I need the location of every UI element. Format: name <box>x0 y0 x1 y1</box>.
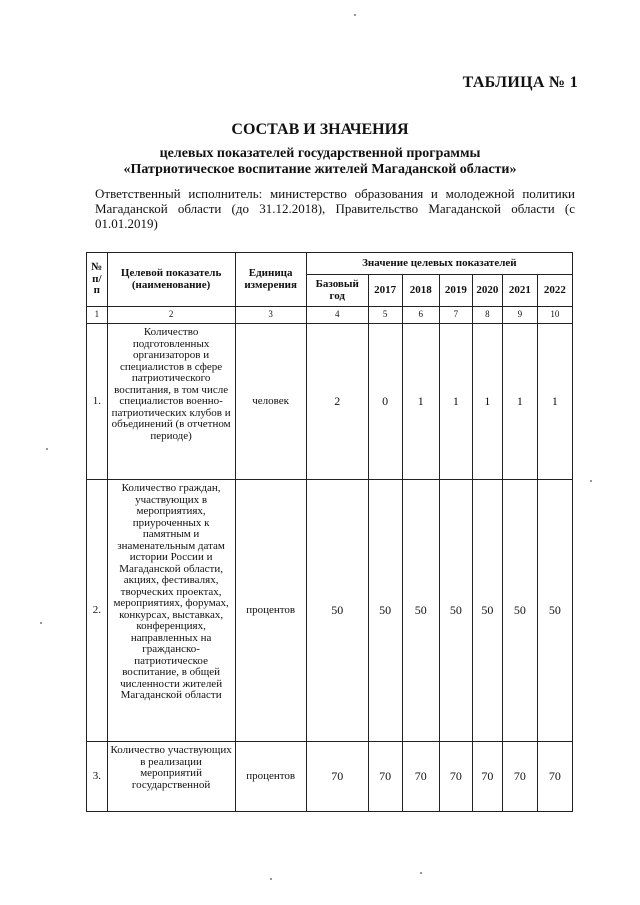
row-unit: человек <box>235 324 306 480</box>
row-value-base: 50 <box>306 480 368 742</box>
indicators-table <box>86 252 573 812</box>
column-number: 1 <box>87 307 108 324</box>
row-number: 2. <box>87 480 108 742</box>
row-number: 1. <box>87 324 108 480</box>
row-value: 1 <box>502 324 537 480</box>
subtitle-line-2: «Патриотическое воспитание жителей Магаданской области» <box>123 162 517 177</box>
table-row <box>87 742 573 812</box>
row-value: 50 <box>402 480 439 742</box>
scan-speck <box>270 878 272 880</box>
header-year: 2017 <box>368 275 402 307</box>
row-value: 1 <box>472 324 502 480</box>
row-value: 70 <box>439 742 472 812</box>
row-value: 50 <box>472 480 502 742</box>
scan-speck <box>354 14 356 16</box>
column-number: 4 <box>306 307 368 324</box>
row-value: 1 <box>439 324 472 480</box>
scan-speck <box>40 622 42 624</box>
header-year: 2018 <box>402 275 439 307</box>
row-value: 70 <box>402 742 439 812</box>
row-unit: процентов <box>235 742 306 812</box>
header-unit: Единица измерения <box>235 253 306 307</box>
row-value: 70 <box>368 742 402 812</box>
table-number-label: ТАБЛИЦА № 1 <box>462 74 578 91</box>
row-value: 1 <box>537 324 572 480</box>
column-number: 3 <box>235 307 306 324</box>
header-year: 2022 <box>537 275 572 307</box>
row-indicator: Количество подготовленных организаторов и специалистов в сфере патриотического воспитания, в том числе специалистов военно-патриотических клубов и объединений (в отчетном периоде) <box>107 324 235 480</box>
row-unit: процентов <box>235 480 306 742</box>
column-number: 8 <box>472 307 502 324</box>
scan-speck <box>46 448 48 450</box>
column-number-row <box>87 307 573 324</box>
subtitle-line-1: целевых показателей государственной программы <box>159 146 481 161</box>
row-value: 70 <box>502 742 537 812</box>
column-number: 7 <box>439 307 472 324</box>
header-num: № п/п <box>87 253 108 307</box>
header-indicator: Целевой показатель (наименование) <box>107 253 235 307</box>
column-number: 2 <box>107 307 235 324</box>
document-subtitle <box>0 146 640 178</box>
column-number: 6 <box>402 307 439 324</box>
document-title: СОСТАВ И ЗНАЧЕНИЯ <box>231 121 409 138</box>
header-values-group: Значение целевых показателей <box>306 253 572 275</box>
row-value-base: 70 <box>306 742 368 812</box>
header-base-year: Базовый год <box>306 275 368 307</box>
row-value: 70 <box>472 742 502 812</box>
responsible-executor: Ответственный исполнитель: министерство образования и молодежной политики Магаданской области (до 31.12.2018), Правительство Магаданской области (с 01.01.2019) <box>95 186 575 231</box>
row-value: 0 <box>368 324 402 480</box>
row-number: 3. <box>87 742 108 812</box>
column-number: 9 <box>502 307 537 324</box>
row-value: 50 <box>537 480 572 742</box>
row-indicator: Количество граждан, участвующих в мероприятиях, приуроченных к памятным и знаменательным датам истории России и Магаданской области, акциях, фестивалях, творческих проектах, мероприятиях, форумах, конкурсах, выставках, конференциях, направленных на гражданско-патриотическое воспитание, в общей численности жителей Магаданской области <box>107 480 235 742</box>
header-year: 2020 <box>472 275 502 307</box>
column-number: 5 <box>368 307 402 324</box>
header-year: 2021 <box>502 275 537 307</box>
column-number: 10 <box>537 307 572 324</box>
row-value: 50 <box>439 480 472 742</box>
scan-speck <box>590 480 592 482</box>
row-indicator: Количество участвующих в реализации мероприятий государственной <box>107 742 235 812</box>
row-value: 50 <box>368 480 402 742</box>
header-year: 2019 <box>439 275 472 307</box>
table-row <box>87 480 573 742</box>
row-value: 70 <box>537 742 572 812</box>
row-value: 50 <box>502 480 537 742</box>
row-value-base: 2 <box>306 324 368 480</box>
table-row <box>87 324 573 480</box>
scan-speck <box>420 872 422 874</box>
row-value: 1 <box>402 324 439 480</box>
